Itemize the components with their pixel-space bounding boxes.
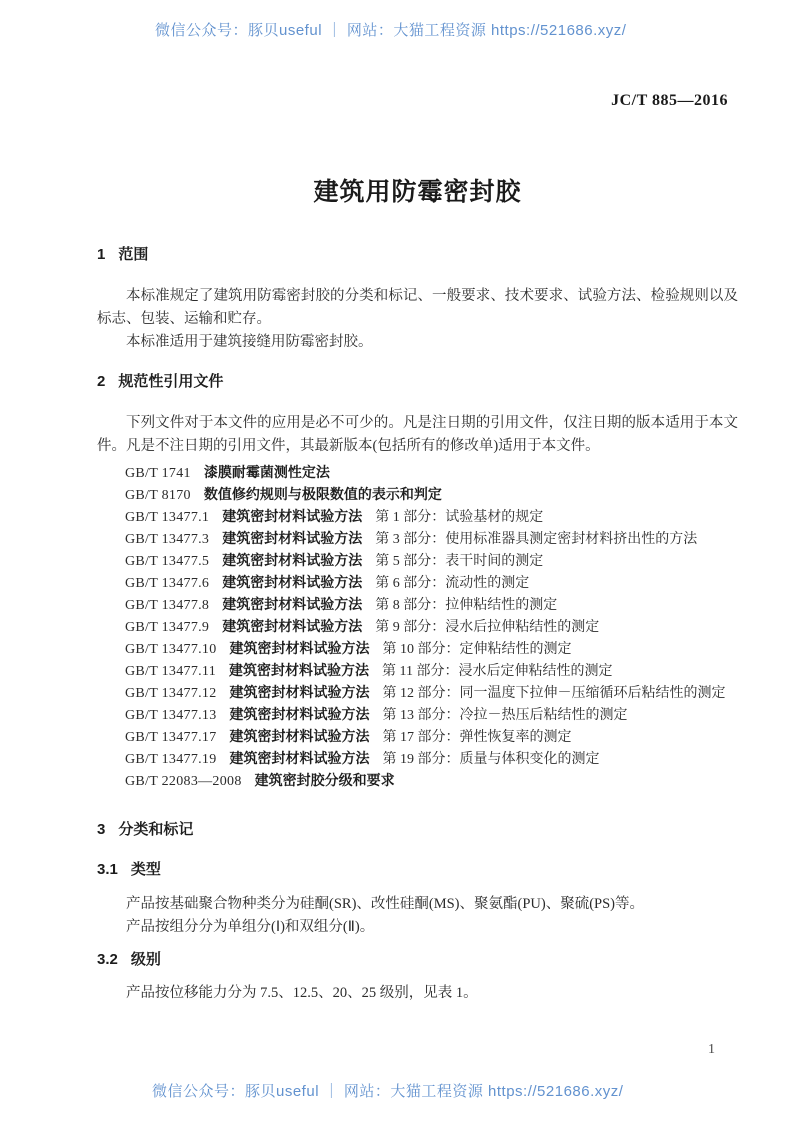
document-body [97, 247, 738, 1005]
reference-title: 建筑密封材料试验方法 [229, 640, 370, 656]
reference-code: GB/T 1741 [125, 466, 191, 481]
reference-part: 第 8 部分：拉伸粘结性的测定 [375, 598, 558, 613]
reference-code: GB/T 13477.6 [125, 576, 210, 591]
section-1-number: 1 [97, 246, 106, 263]
reference-title: 建筑密封材料试验方法 [222, 618, 363, 634]
reference-item [125, 770, 738, 792]
reference-item [125, 550, 738, 572]
section-2-intro: 下列文件对于本文件的应用是必不可少的。凡是注日期的引用文件，仅注日期的版本适用于本文件。凡是不注日期的引用文件，其最新版本(包括所有的修改单)适用于本文件。 [97, 415, 738, 454]
reference-part: 第 1 部分：试验基材的规定 [375, 510, 544, 525]
reference-item [125, 638, 738, 660]
section-1-paragraph-1: 本标准规定了建筑用防霉密封胶的分类和标记、一般要求、技术要求、试验方法、检验规则以及标志、包装、运输和贮存。 [97, 288, 738, 327]
reference-item [125, 682, 738, 704]
section-3-1-heading [97, 862, 738, 878]
reference-code: GB/T 13477.11 [125, 664, 217, 679]
page-number: 1 [708, 1042, 715, 1057]
section-1-paragraph-2: 本标准适用于建筑接缝用防霉密封胶。 [126, 334, 373, 350]
section-3-number: 3 [97, 821, 106, 838]
reference-part: 第 10 部分：定伸粘结性的测定 [382, 642, 572, 657]
reference-title: 建筑密封材料试验方法 [229, 750, 370, 766]
reference-code: GB/T 8170 [125, 488, 191, 503]
section-3-1-number: 3.1 [97, 861, 118, 878]
reference-part: 第 17 部分：弹性恢复率的测定 [382, 730, 572, 745]
reference-title: 数值修约规则与极限数值的表示和判定 [203, 486, 442, 502]
reference-code: GB/T 13477.12 [125, 686, 217, 701]
reference-code: GB/T 13477.10 [125, 642, 217, 657]
reference-item [125, 484, 738, 506]
reference-part: 第 11 部分：浸水后定伸粘结性的测定 [382, 664, 613, 679]
section-1-title: 范围 [118, 246, 149, 263]
reference-item [125, 594, 738, 616]
reference-item [125, 462, 738, 484]
reference-part: 第 5 部分：表干时间的测定 [375, 554, 544, 569]
reference-title: 建筑密封材料试验方法 [222, 508, 363, 524]
reference-item [125, 528, 738, 550]
reference-item [125, 660, 738, 682]
section-1-heading [97, 247, 738, 263]
document-title: 建筑用防霉密封胶 [313, 178, 522, 206]
reference-title: 建筑密封胶分级和要求 [254, 772, 395, 788]
section-2-title: 规范性引用文件 [118, 373, 224, 390]
reference-title: 建筑密封材料试验方法 [229, 706, 370, 722]
section-3-1-paragraph-2: 产品按组分分为单组分(Ⅰ)和双组分(Ⅱ)。 [126, 919, 375, 935]
reference-item [125, 704, 738, 726]
reference-code: GB/T 13477.17 [125, 730, 217, 745]
reference-item [125, 572, 738, 594]
reference-code: GB/T 13477.13 [125, 708, 217, 723]
header-watermark: 微信公众号：豚贝useful ｜ 网站：大猫工程资源 https://521686.xyz/ [155, 22, 627, 39]
section-3-2-number: 3.2 [97, 951, 118, 968]
reference-title: 建筑密封材料试验方法 [229, 684, 370, 700]
section-2-number: 2 [97, 373, 106, 390]
section-3-1-title: 类型 [130, 861, 161, 878]
reference-title: 建筑密封材料试验方法 [222, 596, 363, 612]
reference-part: 第 12 部分：同一温度下拉伸－压缩循环后粘结性的测定 [382, 686, 726, 701]
reference-code: GB/T 13477.8 [125, 598, 210, 613]
section-3-1-paragraph-1: 产品按基础聚合物种类分为硅酮(SR)、改性硅酮(MS)、聚氨酯(PU)、聚硫(PS)等。 [126, 896, 644, 912]
reference-title: 漆膜耐霉菌测性定法 [203, 464, 330, 480]
section-3-2-paragraph-1: 产品按位移能力分为 7.5、12.5、20、25 级别，见表 1。 [126, 985, 478, 1001]
section-3-2-title: 级别 [130, 951, 161, 968]
reference-title: 建筑密封材料试验方法 [222, 552, 363, 568]
reference-code: GB/T 13477.1 [125, 510, 210, 525]
reference-title: 建筑密封材料试验方法 [229, 728, 370, 744]
reference-code: GB/T 22083—2008 [125, 774, 242, 789]
reference-item [125, 616, 738, 638]
reference-part: 第 3 部分：使用标准器具测定密封材料挤出性的方法 [375, 532, 698, 547]
section-3-title: 分类和标记 [118, 821, 194, 838]
section-3-heading [97, 822, 738, 838]
reference-list [125, 462, 738, 792]
reference-item [125, 748, 738, 770]
reference-item [125, 726, 738, 748]
reference-code: GB/T 13477.5 [125, 554, 210, 569]
reference-title: 建筑密封材料试验方法 [222, 574, 363, 590]
reference-part: 第 6 部分：流动性的测定 [375, 576, 530, 591]
reference-part: 第 19 部分：质量与体积变化的测定 [382, 752, 600, 767]
reference-code: GB/T 13477.3 [125, 532, 210, 547]
reference-code: GB/T 13477.9 [125, 620, 210, 635]
reference-item [125, 506, 738, 528]
reference-part: 第 13 部分：冷拉－热压后粘结性的测定 [382, 708, 628, 723]
reference-title: 建筑密封材料试验方法 [222, 530, 363, 546]
section-2-heading [97, 374, 738, 390]
reference-title: 建筑密封材料试验方法 [229, 662, 370, 678]
reference-code: GB/T 13477.19 [125, 752, 217, 767]
footer-watermark: 微信公众号：豚贝useful ｜ 网站：大猫工程资源 https://521686.xyz/ [152, 1083, 624, 1100]
reference-part: 第 9 部分：浸水后拉伸粘结性的测定 [375, 620, 600, 635]
section-3-2-heading [97, 952, 738, 968]
standard-number: JC/T 885—2016 [611, 92, 728, 109]
